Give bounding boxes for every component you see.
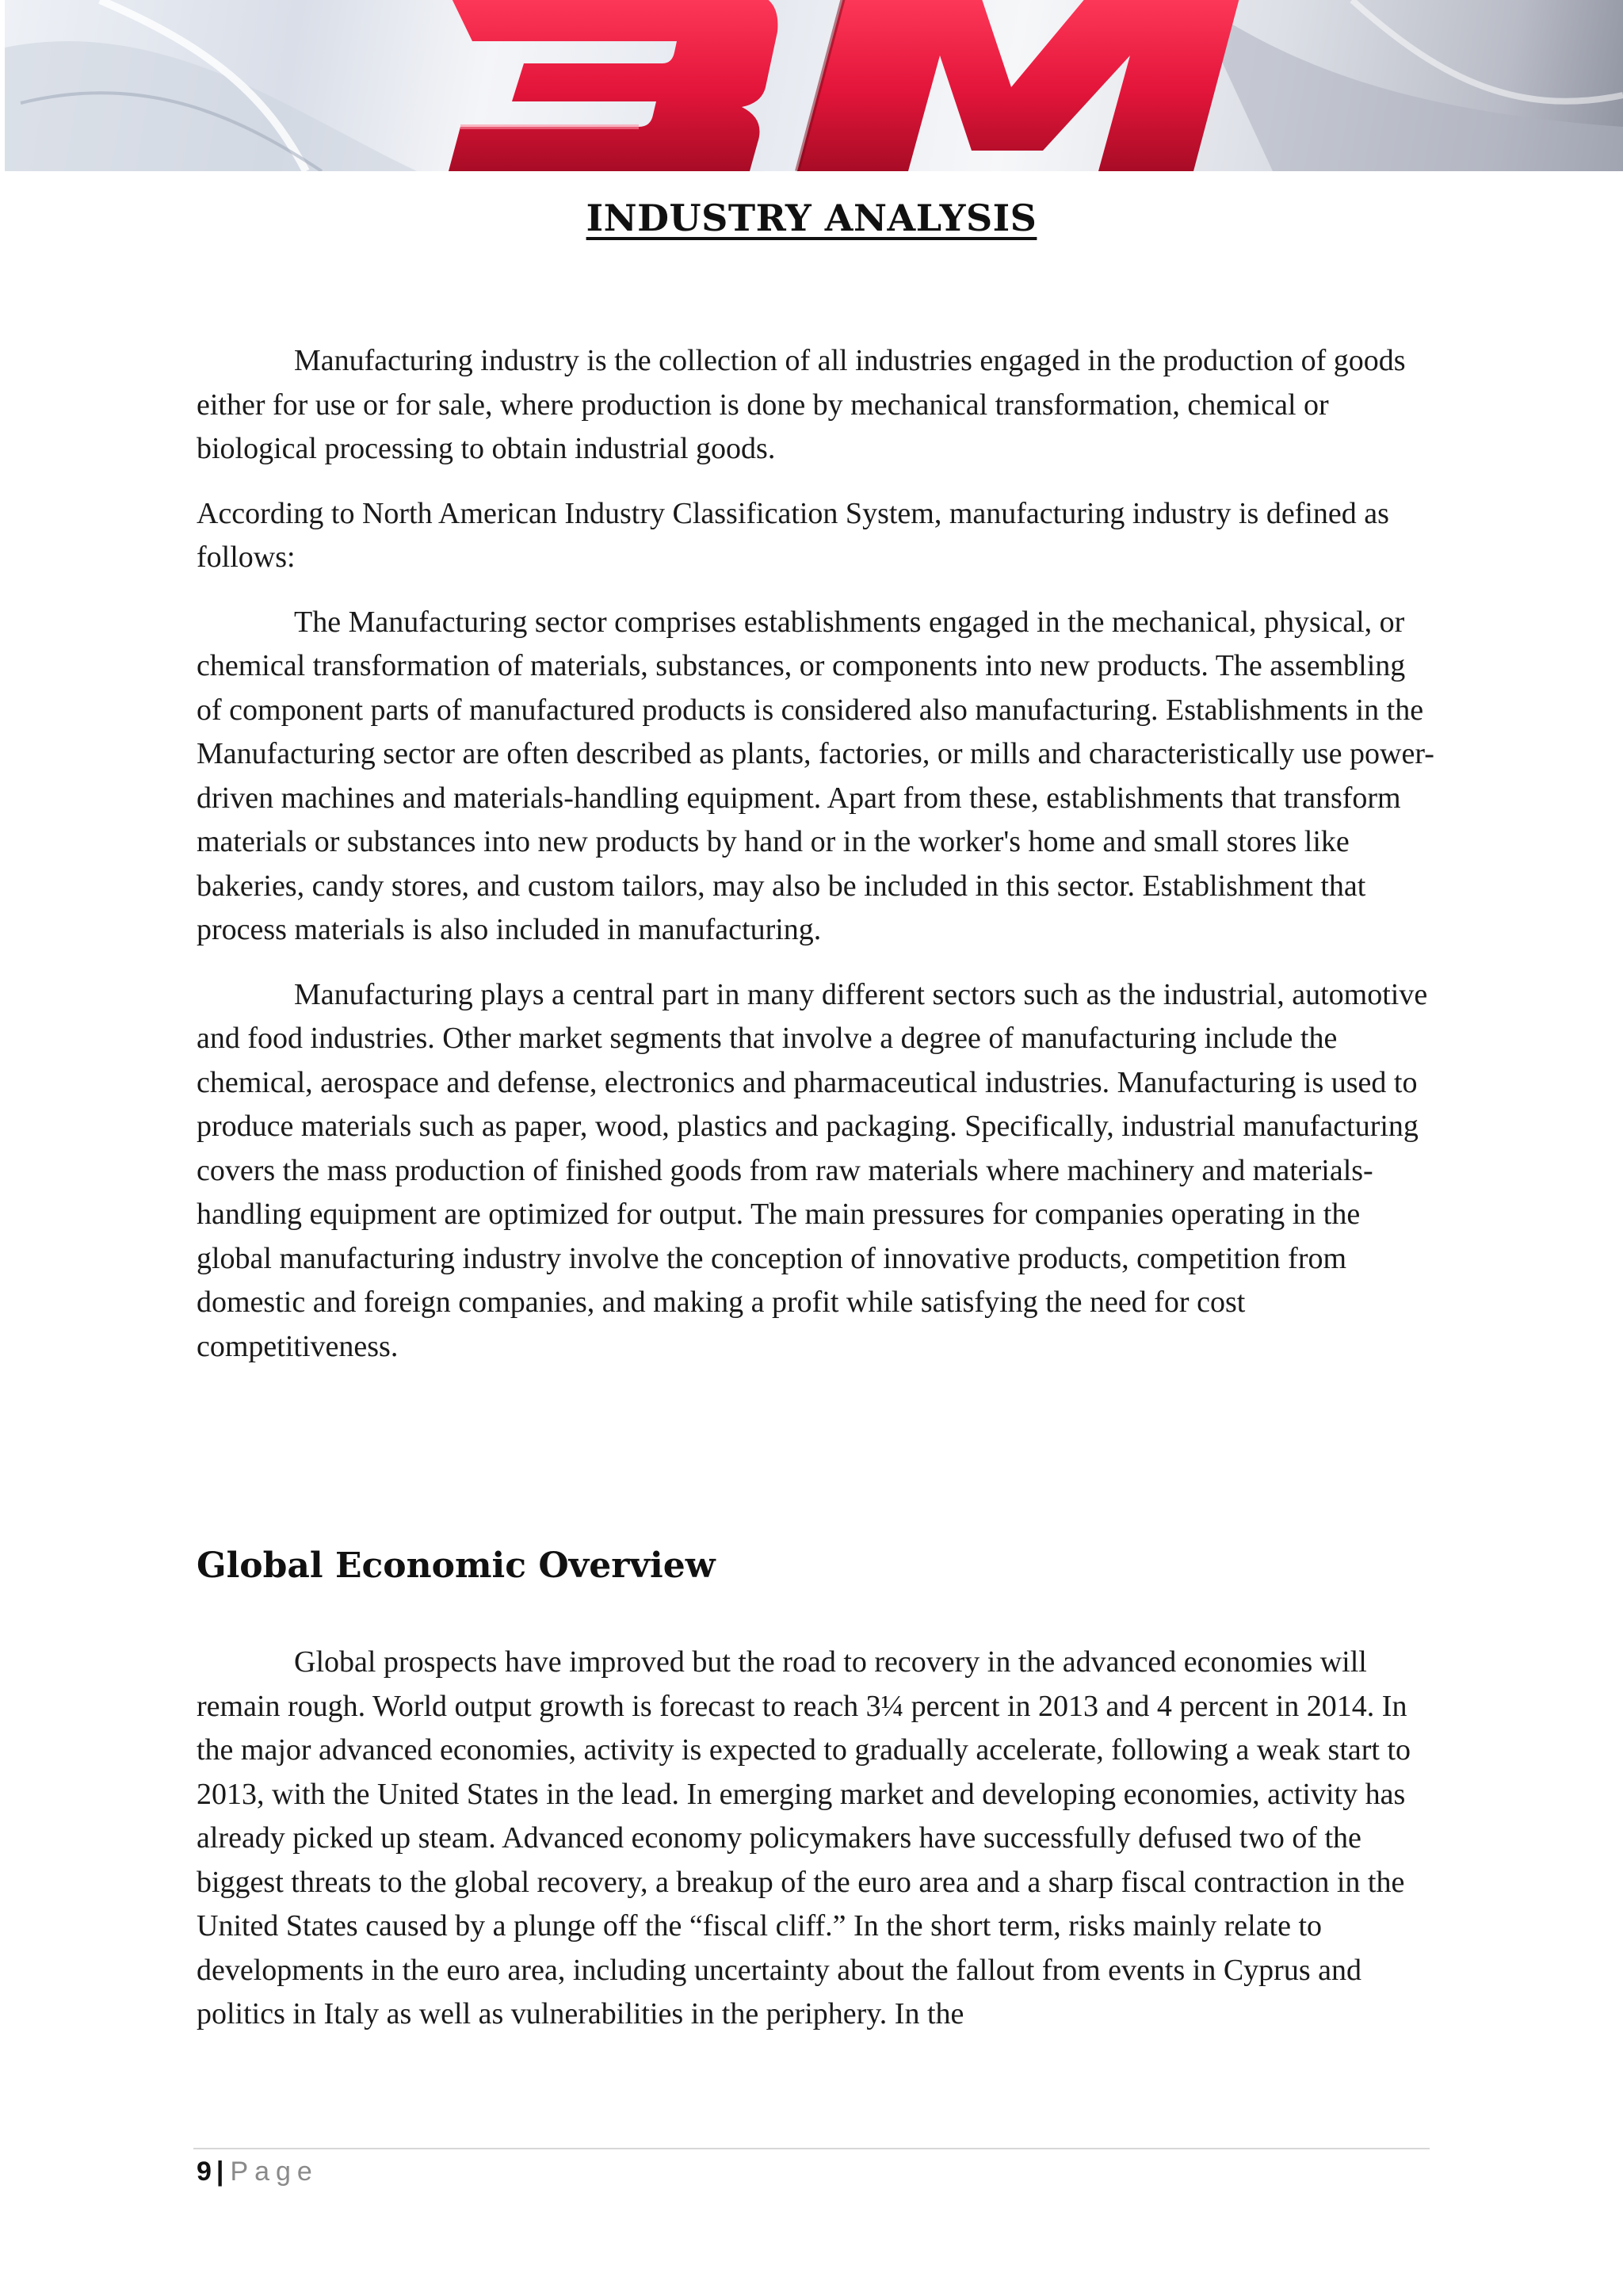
global-overview-section bbox=[197, 1641, 1437, 2037]
banner-graphic bbox=[5, 0, 1623, 171]
section-heading-global-economic-overview: Global Economic Overview bbox=[197, 1545, 716, 1586]
paragraph-global-prospects: Global prospects have improved but the road to recovery in the advanced economies will remain rough. World output growth is forecast to reach 3¼ percent in 2013 and 4 percent in 2014. In the major advanced economies, activity is expected to gradually accelerate, following a weak start to 2013, with the United States in the lead. In emerging market and developing economies, activity has already picked up steam. Advanced economy policymakers have successfully defused two of the biggest threats to the global recovery, a breakup of the euro area and a sharp fiscal contraction in the United States caused by a plunge off the “fiscal cliff.” In the short term, risks mainly relate to developments in the euro area, including uncertainty about the fallout from events in Cyprus and politics in Italy as well as vulnerabilities in the periphery. In the bbox=[197, 1645, 1411, 2030]
footer-divider bbox=[193, 2148, 1430, 2149]
page-title: INDUSTRY ANALYSIS bbox=[586, 197, 1037, 239]
page-label: Page bbox=[230, 2157, 319, 2187]
footer-separator: | bbox=[216, 2157, 224, 2187]
intro-section bbox=[197, 339, 1437, 1369]
paragraph-naics-definition: The Manufacturing sector comprises establishments engaged in the mechanical, physical, or chemical transformation of materials, substances, or components into new products. The assembling of component parts of manufactured products is considered also manufacturing. Establishments in the Manufacturing sector are often described as plants, factories, or mills and characteristically use power-driven machines and materials-handling equipment. Apart from these, establishments that transform materials or substances into new products by hand or in the worker's home and small stores like bakeries, candy stores, and custom tailors, may also be included in this sector. Establishment that process materials is also included in manufacturing. bbox=[197, 605, 1434, 946]
paragraph-manufacturing-definition: Manufacturing industry is the collection of all industries engaged in the production of goods either for use or for sale, where production is done by mechanical transformation, chemical or biological processing to obtain industrial goods. bbox=[197, 344, 1406, 465]
header-banner bbox=[5, 0, 1623, 171]
paragraph-naics-intro: According to North American Industry Classification System, manufacturing industry is defined as follows: bbox=[197, 496, 1389, 574]
paragraph-manufacturing-sectors: Manufacturing plays a central part in many different sectors such as the industrial, automotive and food industries. Other market segments that involve a degree of manufacturing include the chemical, aerospace and defense, electronics and pharmaceutical industries. Manufacturing is used to produce materials such as paper, wood, plastics and packaging. Specifically, industrial manufacturing covers the mass production of finished goods from raw materials where machinery and materials-handling equipment are optimized for output. The main pressures for companies operating in the global manufacturing industry involve the conception of innovative products, competition from domestic and foreign companies, and making a profit while satisfying the need for cost competitiveness. bbox=[197, 977, 1428, 1363]
logo-graphic bbox=[449, 0, 1241, 171]
page-number: 9 bbox=[197, 2157, 212, 2187]
page-footer bbox=[197, 2154, 319, 2189]
